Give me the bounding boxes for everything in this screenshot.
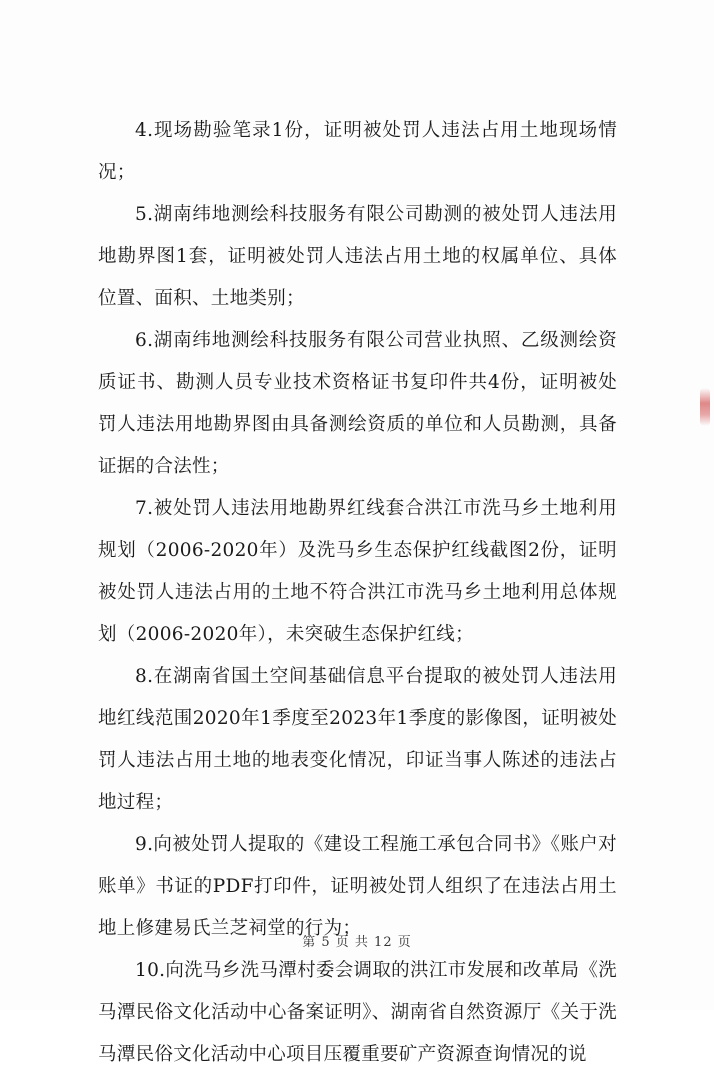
evidence-item-10: 10.向洗马乡洗马潭村委会调取的洪江市发展和改革局《洗马潭民俗文化活动中心备案证明》、湖南省自然资源厅《关于洗马潭民俗文化活动中心项目压覆重要矿产资源查询情况的说 [98,960,617,1065]
evidence-item-4: 4.现场勘验笔录1份，证明被处罚人违法占用土地现场情况； [98,120,617,183]
evidence-item-6: 6.湖南纬地测绘科技服务有限公司营业执照、乙级测绘资质证书、勘测人员专业技术资格证书复印件共4份，证明被处罚人违法用地勘界图由具备测绘资质的单位和人员勘测，具备证据的合法性； [98,330,617,477]
evidence-item-8: 8.在湖南省国土空间基础信息平台提取的被处罚人违法用地红线范围2020年1季度至2023年1季度的影像图，证明被处罚人违法占用土地的地表变化情况，印证当事人陈述的违法占地过程； [98,666,617,813]
evidence-item-7: 7.被处罚人违法用地勘界红线套合洪江市洗马乡土地利用规划（2006-2020年）及洗马乡生态保护红线截图2份，证明被处罚人违法占用的土地不符合洪江市洗马乡土地利用总体规划（2006-2020年），未突破生态保护红线； [98,498,617,645]
seal-edge-mark [700,388,710,426]
evidence-item-5: 5.湖南纬地测绘科技服务有限公司勘测的被处罚人违法用地勘界图1套，证明被处罚人违法占用土地的权属单位、具体位置、面积、土地类别； [98,204,617,309]
evidence-item-9: 9.向被处罚人提取的《建设工程施工承包合同书》《账户对账单》书证的PDF打印件，证明被处罚人组织了在违法占用土地上修建易氏兰芝祠堂的行为； [98,834,617,939]
page-number: 第 5 页 共 12 页 [302,935,412,950]
